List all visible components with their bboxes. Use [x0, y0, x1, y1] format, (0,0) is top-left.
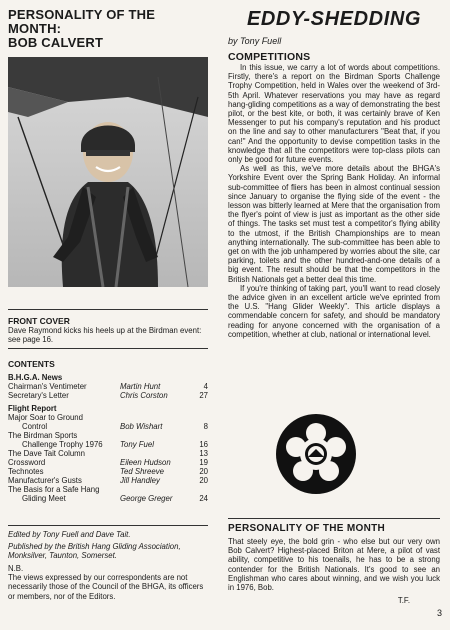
credits-edited: Edited by Tony Fuell and Dave Tait. — [8, 530, 131, 540]
divider — [8, 348, 208, 349]
contents-entry-page: 4 — [203, 382, 208, 392]
contents-entry-title: Crossword — [8, 458, 46, 468]
potm-text: That steely eye, the bold grin - who else but our very own Bob Calvert? Highest-placed Briton at Mere, a pilot of vast ability, competitive to his toenails, he has to be a strong contender for the British Nationals. It's good to see an Englishman who cares about winning, and we wish you luck in 1976, Bob. — [228, 537, 440, 593]
potm-heading: PERSONALITY OF THE MONTH — [228, 523, 386, 534]
contents-group-title: B.H.G.A. News — [8, 373, 63, 383]
contents-entry-author: George Greger — [120, 494, 173, 504]
contents-entry-author: Martin Hunt — [120, 382, 161, 392]
contents-entry-author: Eileen Hudson — [120, 458, 171, 468]
byline: by Tony Fuell — [228, 36, 282, 46]
article-paragraph: If you're thinking of taking part, you'll want to read closely the advice given in an excellent article we've eprinted from the U.S. "Hang Glider Weekly". This article displays a commendable concern for safety, and should be mandatory reading for anyone concerned with the organisation of a competition, whether at club, national or international level. — [228, 283, 440, 339]
contents-row — [8, 422, 208, 431]
contents-entry-page: 27 — [199, 391, 208, 401]
competitions-heading: COMPETITIONS — [228, 51, 311, 63]
divider — [228, 518, 440, 519]
contents-group-title: Flight Report — [8, 404, 57, 414]
contents-entry-title: Technotes — [8, 467, 44, 477]
contents-entry-author — [120, 449, 188, 458]
contents-row — [8, 391, 208, 400]
divider — [8, 525, 208, 526]
divider — [8, 309, 208, 310]
contents-entry-page: 16 — [199, 440, 208, 450]
contents-entry-page — [188, 413, 208, 422]
contents-entry-page: 19 — [199, 458, 208, 468]
potm-section — [228, 518, 440, 605]
contents-entry-author: Tony Fuel — [120, 440, 154, 450]
front-cover-heading: FRONT COVER — [8, 316, 70, 326]
contents-row — [8, 413, 208, 422]
contents-heading: CONTENTS — [8, 359, 55, 370]
rose-emblem-icon — [275, 413, 357, 495]
nb-label: N.B. — [8, 564, 24, 574]
potm-title: PERSONALITY OF THE MONTH: BOB CALVERT — [8, 7, 156, 50]
contents-entry-page — [188, 485, 208, 494]
contents-list — [8, 373, 208, 503]
contents-entry-page: 20 — [199, 476, 208, 486]
contents-entry-title: Challenge Trophy 1976 — [22, 440, 103, 450]
contents-entry-title: Secretary's Letter — [8, 391, 69, 401]
contents-row — [8, 431, 208, 440]
contents-entry-title: Control — [22, 422, 48, 432]
contents-row — [8, 440, 208, 449]
contents-entry-page — [188, 431, 208, 440]
cover-photo — [8, 57, 208, 287]
left-column — [8, 8, 208, 601]
contents-entry-page: 24 — [199, 494, 208, 504]
contents-row — [8, 494, 208, 503]
page-number: 3 — [436, 608, 442, 618]
contents-entry-title: Major Soar to Ground — [8, 413, 83, 423]
contents-entry-author — [120, 431, 188, 440]
contents-entry-author: Jill Handley — [120, 476, 160, 486]
nb-text: The views expressed by our correspondents are not necessarily those of the Council of the BHGA, its officers or members, nor of the Editors. — [8, 573, 204, 601]
contents-entry-title: The Birdman Sports — [8, 431, 78, 441]
article-paragraph: As well as this, we've more details about the BHGA's Yorkshire Event over the Spring Bank Holiday. An informal sub-committee of fliers has been in almost continual session since January to organise the flying side of the event - the lesson was bitterly learned at Mere that the organisation from the flyer's point of view is just as important as the other side of things. The tasks set must test a competitor's flying ability to the utmost, if the British Championships are to mean anything internationally. The sub-committee has been able to get on with the job unhampered by worries about the site, car parking, toilets and the other hundred-and-one details of a big event. The result should be that the competitors in the British Nationals get a better deal this time. — [228, 164, 440, 284]
article-paragraph: In this issue, we carry a lot of words about competitions. Firstly, there's a report on the Birdman Sports Challenge Trophy Competition, held in Wales over the weekend of 3rd-5th April. Whatever reservations you may have as regard hang-gliding competitions as a way of demonstrating the best pilot, or the best kite, or both, it was certainly brave of Ken Messenger to put his company's reputation and his product on the line and say to other manufacturers "Beat that, if you can!" And the opportunity to devise competition tasks in the knowledge that all the competitors were top-class pilots can only be good for future events. — [228, 63, 440, 165]
contents-entry-page: 8 — [203, 422, 208, 432]
contents-row — [8, 449, 208, 458]
bhga-rose-emblem — [275, 413, 357, 495]
contents-entry-title: Manufacturer's Gusts — [8, 476, 82, 486]
contents-row — [8, 485, 208, 494]
contents-entry-author — [120, 485, 188, 494]
credits-published: Published by the British Hang Gliding Association, Monksilver, Taunton, Somerset. — [8, 541, 181, 560]
signoff: T.F. — [397, 596, 410, 606]
article-title: EDDY-SHEDDING — [246, 8, 422, 30]
contents-entry-title: Gliding Meet — [22, 494, 66, 504]
contents-row — [8, 476, 208, 485]
contents-row — [8, 458, 208, 467]
article-body — [228, 63, 440, 339]
contents-row — [8, 382, 208, 391]
contents-entry-page: 13 — [199, 449, 208, 459]
pilot-photo-illustration — [8, 57, 208, 287]
right-column — [228, 8, 440, 339]
contents-entry-title: The Dave Tait Column — [8, 449, 85, 459]
contents-entry-author: Chris Corston — [120, 391, 168, 401]
contents-entry-author: Bob Wishart — [120, 422, 163, 432]
contents-entry-author — [120, 413, 188, 422]
contents-entry-title: Chairman's Ventimeter — [8, 382, 87, 392]
front-cover-caption: Dave Raymond kicks his heels up at the Birdman event: see page 16. — [8, 326, 202, 345]
contents-entry-title: The Basis for a Safe Hang — [8, 485, 100, 495]
contents-entry-page: 20 — [199, 467, 208, 477]
contents-entry-author: Ted Shreeve — [120, 467, 164, 477]
contents-row — [8, 467, 208, 476]
